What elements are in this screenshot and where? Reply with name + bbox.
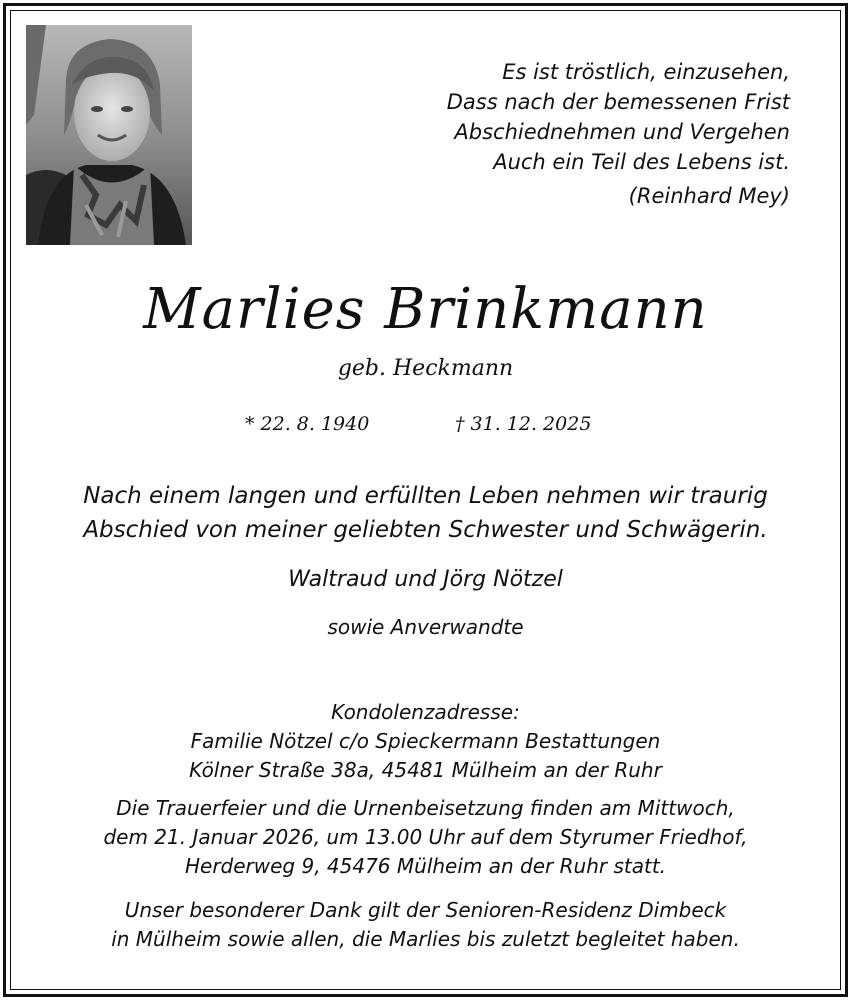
condolence-line: Kölner Straße 38a, 45481 Mülheim an der Ruhr [189,758,662,782]
service-line: Herderweg 9, 45476 Mülheim an der Ruhr statt. [184,854,667,878]
thanks-line: in Mülheim sowie allen, die Marlies bis zuletzt begleitet haben. [111,927,740,951]
service-line: dem 21. Januar 2026, um 13.00 Uhr auf dem Styrumer Friedhof, [103,825,748,849]
thanks-line: Unser besonderer Dank gilt der Senioren-Residenz Dimbeck [124,898,727,922]
poem-author: (Reinhard Mey) [628,184,790,208]
relatives: sowie Anverwandte [327,615,524,639]
poem-line: Es ist tröstlich, einzusehen, [502,60,790,84]
announcement-line: Abschied von meiner geliebten Schwester und Schwägerin. [83,517,768,543]
condolence-line: Familie Nötzel c/o Spieckermann Bestattungen [190,729,661,753]
thanks [0,896,851,954]
poem [447,57,790,211]
birth-name: geb. Heckmann [337,356,514,381]
death-date: † 31. 12. 2025 [455,413,592,435]
condolence-line: Kondolenzadresse: [331,700,520,724]
service-line: Die Trauerfeier und die Urnenbeisetzung finden am Mittwoch, [116,796,735,820]
announcement [0,479,851,547]
mourners: Waltraud und Jörg Nötzel [288,567,563,592]
service-info [0,794,851,881]
birth-date: * 22. 8. 1940 [245,413,370,435]
condolence-address [0,698,851,785]
poem-line: Auch ein Teil des Lebens ist. [493,150,790,174]
announcement-line: Nach einem langen und erfüllten Leben nehmen wir traurig [83,483,768,509]
deceased-name: Marlies Brinkmann [143,277,708,342]
poem-line: Abschiednehmen und Vergehen [454,120,790,144]
poem-line: Dass nach der bemessenen Frist [446,90,790,114]
portrait-photo [26,25,192,245]
